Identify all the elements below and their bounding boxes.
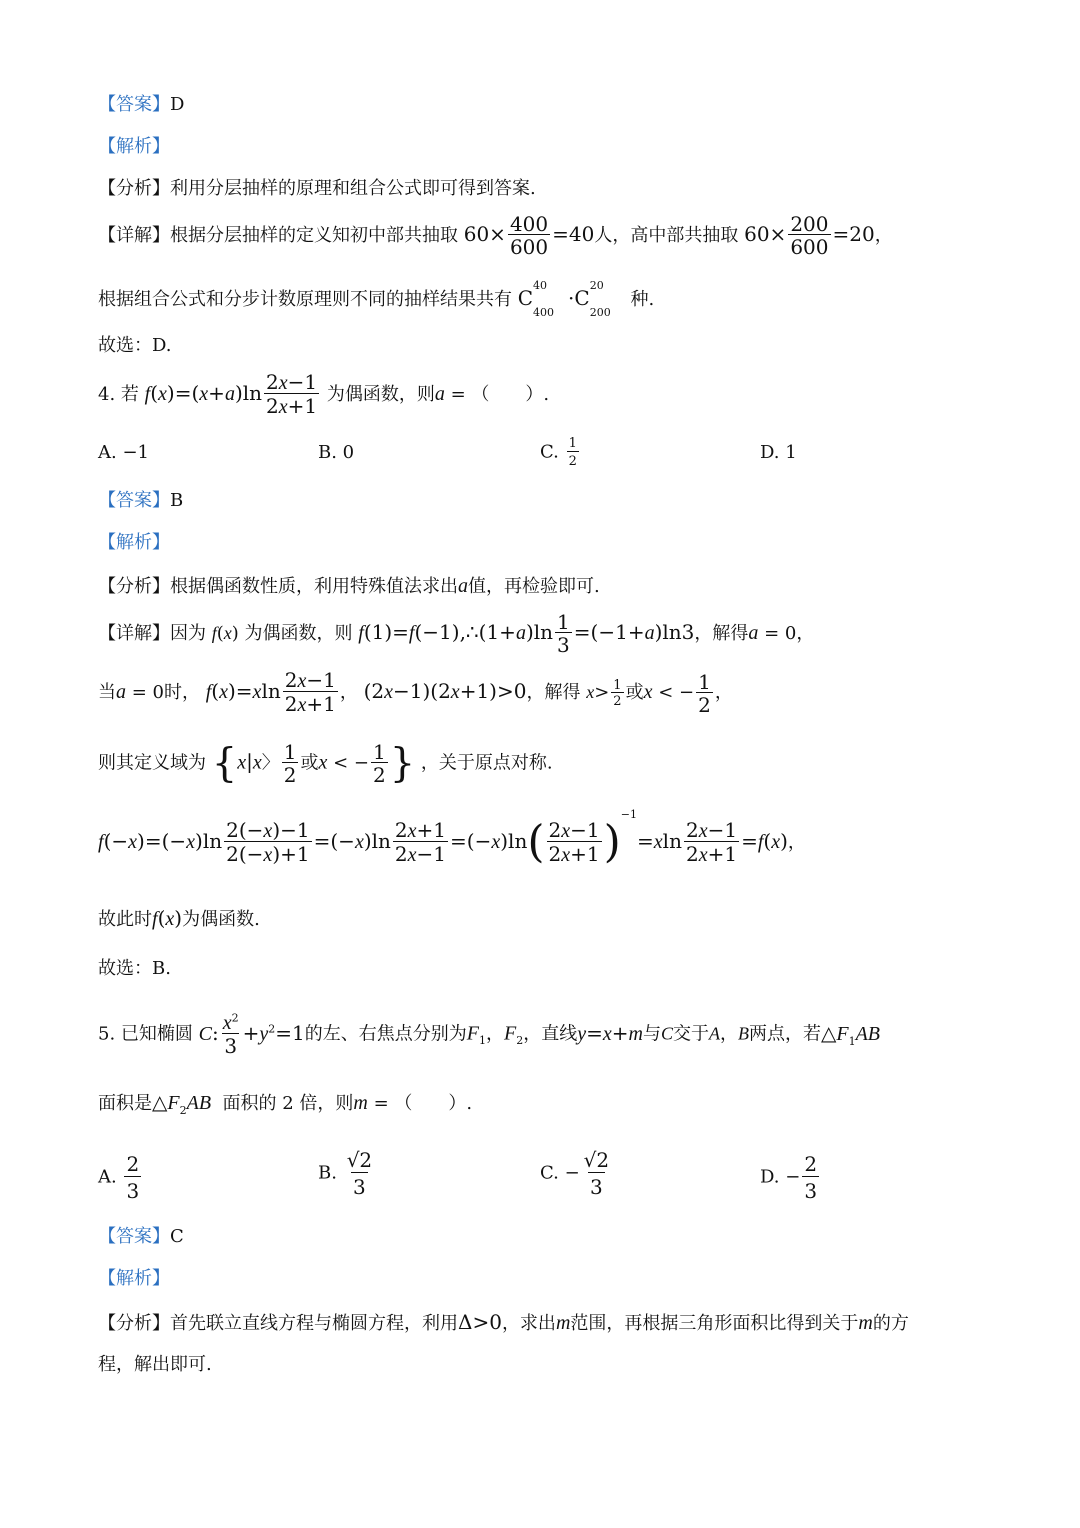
q3-detail-c: 根据组合公式和分步计数原理则不同的抽样结果共有 xyxy=(98,289,512,310)
q4-choose-text: 故选：B. xyxy=(98,958,171,979)
q5-analysis-line xyxy=(98,1270,170,1288)
q3-fenxi-text: 利用分层抽样的原理和组合公式即可得到答案. xyxy=(170,178,536,199)
q4-detail-a: 因为 xyxy=(170,623,206,644)
q3-choose xyxy=(98,337,172,355)
q4-domain-a: 则其定义域为 xyxy=(98,752,206,774)
q4-conclude-a: 故此时 xyxy=(98,909,152,930)
q4-xiangjie-tag: 【详解】 xyxy=(98,623,170,644)
q5-stem-c: 与 xyxy=(642,1023,661,1045)
q5-option-b-label: B. xyxy=(318,1162,337,1184)
q5-paren: （ ）. xyxy=(394,1093,473,1114)
q5-answer: C xyxy=(170,1226,184,1247)
q4-domain-or: 或 xyxy=(300,752,319,774)
q3-answer: D xyxy=(170,94,185,115)
q5-line2-a: 面积是 xyxy=(98,1093,152,1114)
q5-fenxi-tag: 【分析】 xyxy=(98,1313,170,1334)
q4-conclude-line: 故此时f(x)为偶函数. xyxy=(98,906,260,930)
q4-paren: （ ）. xyxy=(471,384,550,405)
q4-stem-end: 为偶函数，则 xyxy=(326,384,435,405)
analysis-tag: 【解析】 xyxy=(98,136,170,157)
q4-number: 4. 若 xyxy=(98,384,139,405)
q5-fenxi-line2 xyxy=(98,1356,212,1374)
q4-fenxi-line: 【分析】根据偶函数性质，利用特殊值法求出a值，再检验即可. xyxy=(98,575,600,597)
q4-domain-b: ，关于原点对称. xyxy=(420,752,553,774)
q4-answer-tag: 【答案】 xyxy=(98,490,170,511)
q3-detail-a: 根据分层抽样的定义知初中部共抽取 xyxy=(170,225,458,246)
q3-answer-line xyxy=(98,96,184,114)
q5-option-d-label: D. xyxy=(760,1166,780,1188)
q4-analysis-tag: 【解析】 xyxy=(98,532,170,553)
q3-detail-b: 人，高中部共抽取 xyxy=(594,225,739,246)
q4-when-line: 当a = 0时， f(x)=xln $\frac{2x-1}{2x+1}$ ， (2x−1)(2x+1)>0，解得 x> $\frac{1}{2}$ 或x < − $\frac{1}{2}$ ， xyxy=(98,668,733,717)
q3-choose-text: 故选：D. xyxy=(98,335,172,356)
q5-stem: 5. 已知椭圆 C: $\frac{x^2}{3}$ $+y^2=1$的左、右焦点分别为$F_1$，$F_2$，直线y=x+m与C交于A，B两点，若$\triangle F_1AB$ xyxy=(98,1011,881,1058)
q4-detail-line: 【详解】因为 f(x) 为偶函数，则 f(1)=f(−1),∴(1+a)ln $\frac{1}{3}$ =(−1+a)ln3，解得a = 0， xyxy=(98,610,815,657)
q5-stem-b: ，直线 xyxy=(523,1023,578,1045)
answer-tag: 【答案】 xyxy=(98,94,170,115)
q5-option-a-label: A. xyxy=(98,1166,117,1188)
q4-answer-line xyxy=(98,492,183,510)
q4-fenxi-tag: 【分析】 xyxy=(98,576,170,597)
q5-option-c: C. − $\frac{√2}{3}$ xyxy=(540,1148,610,1199)
q4-option-a: A. −1 xyxy=(98,442,149,463)
q5-option-d: D. − $\frac{2}{3}$ xyxy=(760,1152,818,1203)
q4-fenxi-b: 值，再检验即可. xyxy=(468,576,600,597)
xiangjie-tag: 【详解】 xyxy=(98,225,170,246)
q4-choose xyxy=(98,960,171,978)
q4-stem: 4. 若 f(x)=(x+a)ln $\frac{2x-1}{2x+1}$ 为偶函数，则a = （ ）. xyxy=(98,370,550,418)
q5-answer-tag: 【答案】 xyxy=(98,1226,170,1247)
q4-proof-line: f(−x)=(−x)ln $\frac{2(-x)-1}{2(-x)+1}$ =(−x)ln $\frac{2x+1}{2x-1}$ =(−x)ln( $\frac{2x-1}{2x+1}$ )$^{-1}$=xln $\frac{2x-1}{2x+1}$ =f(x)， xyxy=(98,808,806,868)
q5-stem-d: 交于 xyxy=(672,1023,709,1045)
q5-stem-line2: 面积是$\triangle F_2AB$ 面积的 2 倍，则m = （ ）. xyxy=(98,1090,473,1117)
q5-stem-a: 的左、右焦点分别为 xyxy=(304,1023,467,1045)
q5-fenxi-line: 【分析】首先联立直线方程与椭圆方程，利用Δ>0，求出m范围，再根据三角形面积比得到关于m的方 xyxy=(98,1310,909,1334)
q3-fenxi-line xyxy=(98,180,536,198)
q5-fenxi-c: 范围，再根据三角形面积比得到关于 xyxy=(570,1313,859,1334)
q4-option-b: B. 0 xyxy=(318,442,355,463)
q4-fenxi-a: 根据偶函数性质，利用特殊值法求出 xyxy=(170,576,458,597)
q4-or: 或 xyxy=(625,682,644,703)
q4-conclude-b: 为偶函数. xyxy=(182,909,260,930)
q5-stem-e: 两点，若 xyxy=(748,1023,821,1045)
q5-analysis-tag: 【解析】 xyxy=(98,1268,170,1289)
q4-eq1: f(1)=f(−1),∴(1+a)ln $\frac{1}{3}$ =(−1+a)ln3 xyxy=(358,610,695,657)
math-expr: 60× $\frac{400}{600}$ =40 xyxy=(463,212,595,259)
q4-domain-line: 则其定义域为 {x|x〉 $\frac{1}{2}$ 或x < − $\frac{1}{2}$ } ，关于原点对称. xyxy=(98,740,553,787)
q4-when: 当 xyxy=(98,682,116,703)
q5-fenxi-d: 的方 xyxy=(872,1313,909,1334)
q4-when-b: 时， xyxy=(163,682,200,703)
q4-option-d: D. 1 xyxy=(760,442,797,463)
q4-detail-c: ，解得 xyxy=(694,623,749,644)
q5-line2-b: 面积的 2 倍，则 xyxy=(222,1093,354,1114)
q4-detail-b: 为偶函数，则 xyxy=(244,623,353,644)
q3-combo-line xyxy=(98,279,655,319)
q4-option-c: C. $\frac{1}{2}$ xyxy=(540,436,577,469)
q4-solve: ，解得 xyxy=(526,682,581,703)
q5-number: 5. 已知椭圆 xyxy=(98,1023,193,1045)
fenxi-tag: 【分析】 xyxy=(98,178,170,199)
q4-function: f(x)=(x+a)ln $\frac{2x-1}{2x+1}$ xyxy=(144,370,318,418)
q4-option-c-label: C. xyxy=(540,441,559,463)
q5-option-c-label: C. xyxy=(540,1162,559,1184)
combination-expr: $C^{40}_{400}\cdot C^{20}_{200}$ xyxy=(517,279,611,319)
q5-option-b: B. $\frac{√2}{3}$ xyxy=(318,1148,373,1199)
q3-detail-d: 种. xyxy=(630,289,655,310)
q5-fenxi-e: 程，解出即可. xyxy=(98,1354,212,1375)
q5-answer-line xyxy=(98,1228,184,1246)
q4-answer: B xyxy=(170,490,184,511)
q3-detail-line: 【详解】根据分层抽样的定义知初中部共抽取 60× $\frac{400}{600}$ =40人，高中部共抽取 60× $\frac{200}{600}$ =20， xyxy=(98,212,893,259)
q5-option-a: A. $\frac{2}{3}$ xyxy=(98,1152,140,1203)
q3-analysis-line xyxy=(98,138,170,156)
q4-analysis-line xyxy=(98,534,170,552)
q5-fenxi-a: 首先联立直线方程与椭圆方程，利用 xyxy=(170,1313,458,1334)
math-expr-2: 60× $\frac{200}{600}$ =20 xyxy=(744,212,875,259)
q5-fenxi-b: ，求出 xyxy=(501,1313,556,1334)
